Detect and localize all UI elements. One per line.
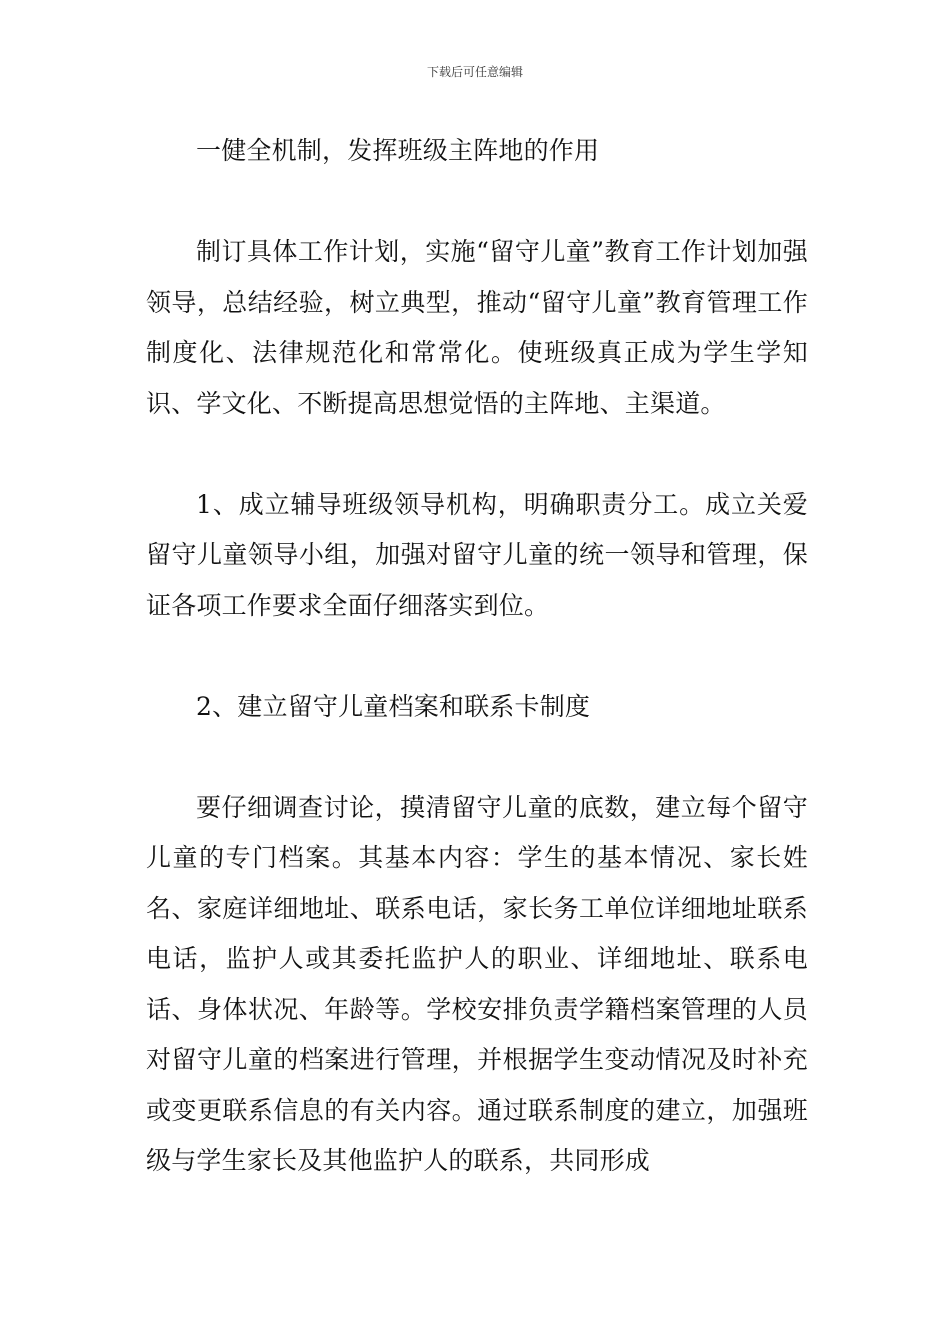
paragraph: 要仔细调查讨论，摸清留守儿童的底数，建立每个留守儿童的专门档案。其基本内容：学生的基本情况、家长姓名、家庭详细地址、联系电话，家长务工单位详细地址联系电话，监护人或其委托监护人的职业、详细地址、联系电话、身体状况、年龄等。学校安排负责学籍档案管理的人员对留守儿童的档案进行管理，并根据学生变动情况及时补充或变更联系信息的有关内容。通过联系制度的建立，加强班级与学生家长及其他监护人的联系，共同形成 [146, 792, 808, 1175]
subsection-heading: 2、建立留守儿童档案和联系卡制度 [196, 691, 591, 721]
paragraph-gap [146, 732, 808, 783]
document-body [146, 126, 808, 1187]
paragraph: 1、成立辅导班级领导机构，明确职责分工。成立关爱留守儿童领导小组，加强对留守儿童的统一领导和管理，保证各项工作要求全面仔细落实到位。 [146, 489, 808, 620]
paragraph-gap [146, 631, 808, 682]
paragraph: 制订具体工作计划，实施“留守儿童”教育工作计划加强领导，总结经验，树立典型，推动“留守儿童”教育管理工作制度化、法律规范化和常常化。使班级真正成为学生学知识、学文化、不断提高思想觉悟的主阵地、主渠道。 [146, 237, 808, 418]
page-header: 下载后可任意编辑 [426, 65, 523, 79]
section-heading: 一健全机制，发挥班级主阵地的作用 [196, 136, 600, 165]
paragraph-gap [146, 429, 808, 480]
paragraph-gap [146, 177, 808, 228]
